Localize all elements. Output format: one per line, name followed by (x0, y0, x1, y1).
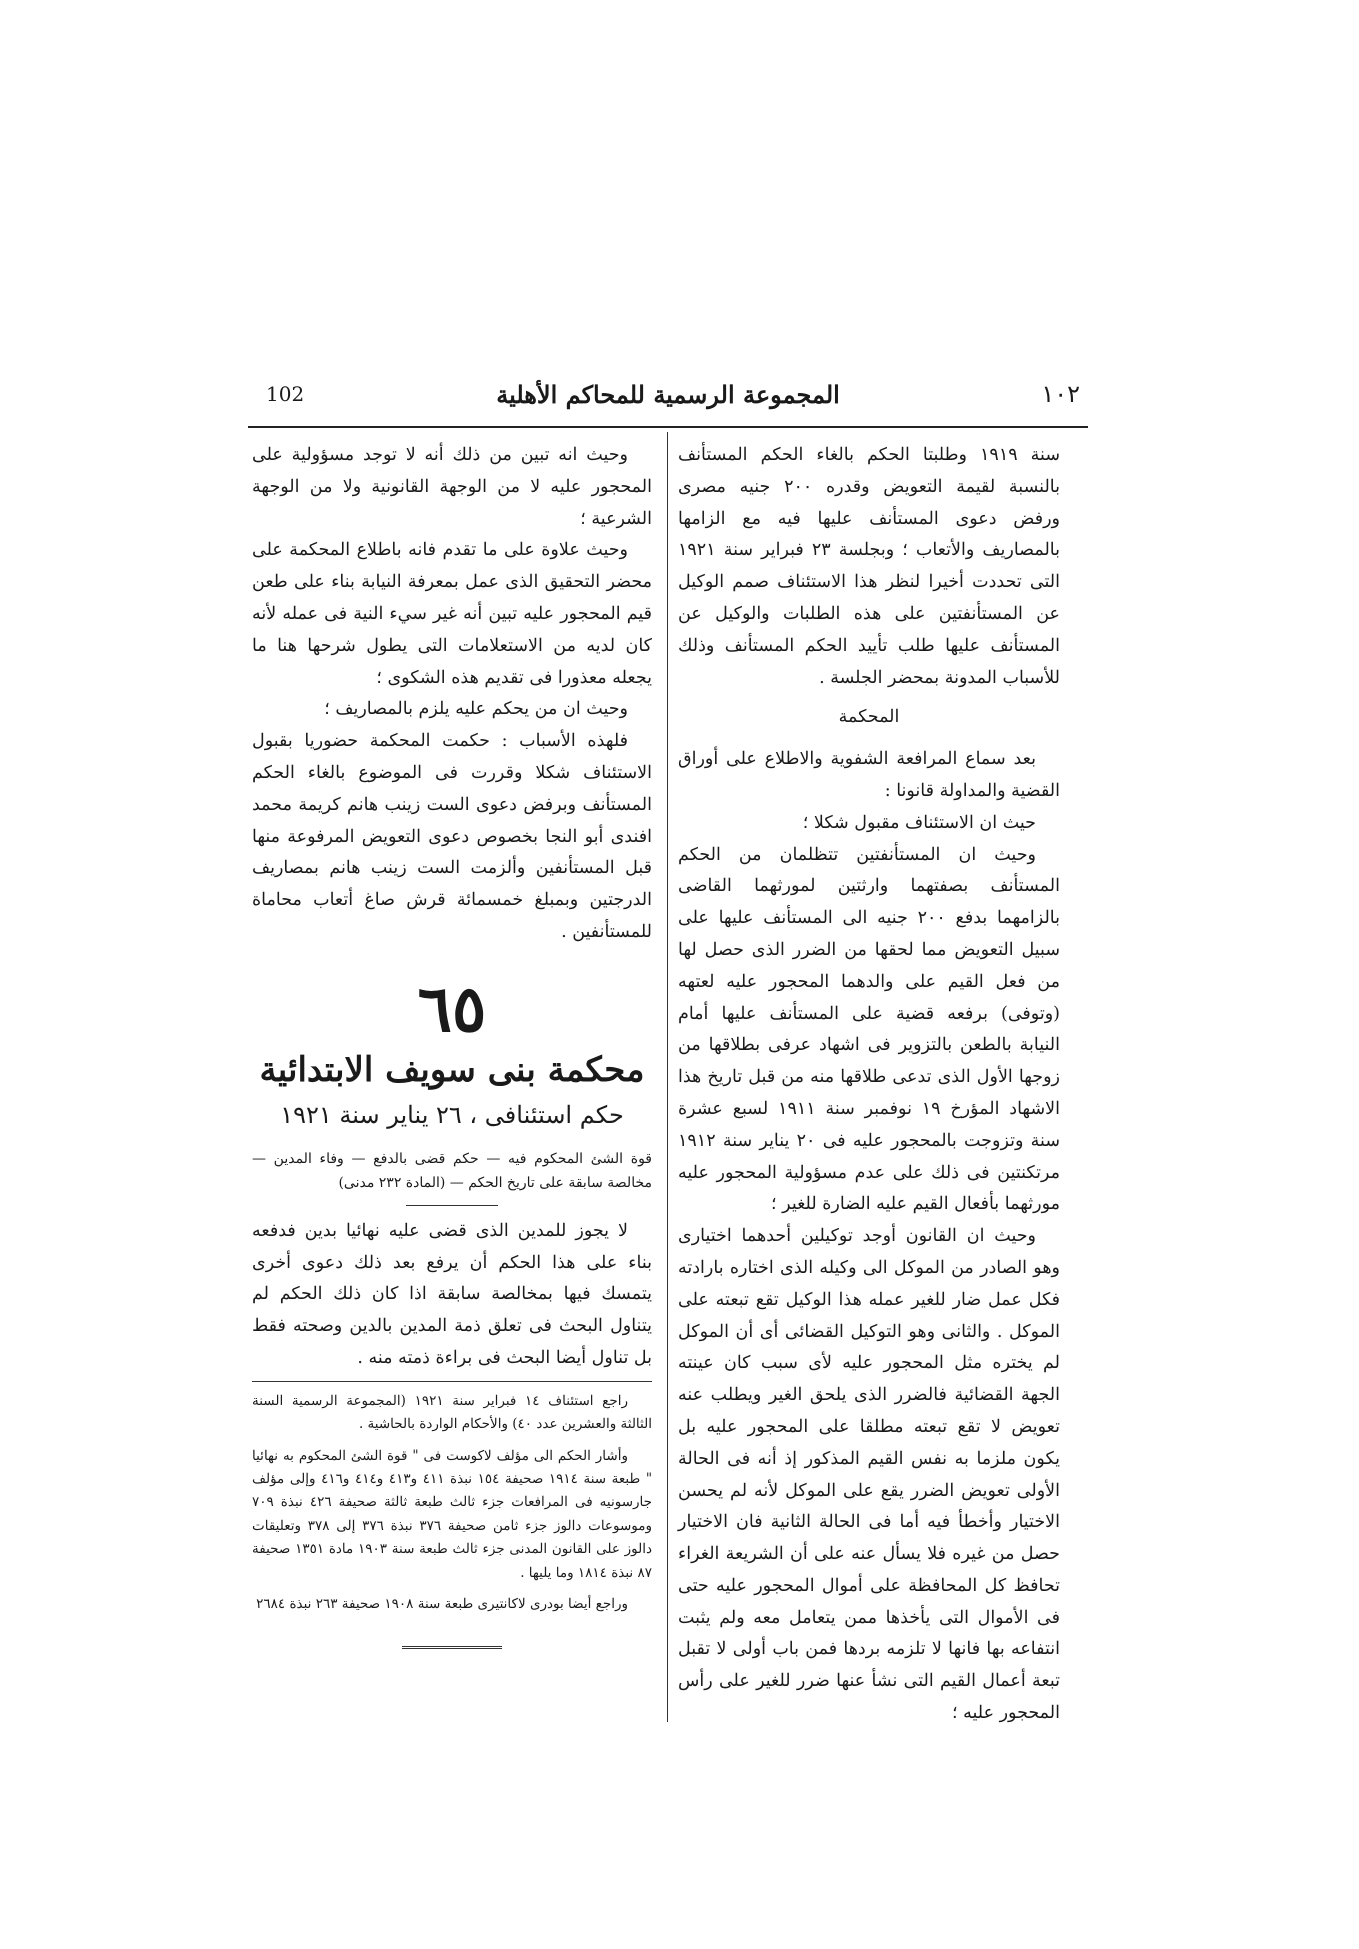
ruling-summary: لا يجوز للمدين الذى قضى عليه نهائيا بدين فدفعه بناء على هذا الحكم أن يرفع بعد ذلك دعوى أخرى يتمسك فيها بمخالصة سابقة اذا كان ذلك الحكم لم يتناول البحث فى تعلق ذمة المدين بالدين وصحته فقط بل تناول أيضا البحث فى براءة ذمته منه . (252, 1220, 652, 1368)
court-name: محكمة بنى سويف الابتدائية (259, 1049, 645, 1090)
column-divider (667, 432, 668, 1722)
end-rule (402, 1646, 502, 1651)
divider (406, 1205, 498, 1206)
divider (252, 1381, 652, 1382)
case-number: ٦٥ (417, 971, 487, 1047)
paragraph: وحيث ان المستأنفتين تتظلمان من الحكم المستأنف بصفتهما وارثتين لمورثهما القاضى بالزامهما بدفع ٢٠٠ جنيه الى المستأنف عليها على سبيل التعويض مما لحقها من الضرر الذى حصل لها من فعل القيم على والدهما المحجور عليه لعتهه (وتوفى) برفعه قضية على المستأنف عليها أمام النيابة بالطعن بالتزوير فى اشهاد عرفى بطلاقها من زوجها الأول الذى تدعى طلاقها منه من قبل تاريخ هذا الاشهاد المؤرخ ١٩ نوفمبر سنة ١٩١١ لسبع عشرة سنة وتزوجت بالمحجور عليه فى ٢٠ يناير سنة ١٩١٢ مرتكنتين فى ذلك على عدم مسؤولية المحجور عليه مورثهما بأفعال القيم عليه الضارة للغير ؛ (678, 844, 1060, 1215)
paragraph: حيث ان الاستئناف مقبول شكلا ؛ (802, 812, 1036, 833)
paragraph: وحيث ان القانون أوجد توكيلين أحدهما اختيارى وهو الصادر من الموكل الى وكيله الذى اختاره بارادته فكل عمل ضار للغير عمله هذا الوكيل تقع تبعته على الموكل . والثانى وهو التوكيل القضائى أى أن الموكل لم يختره مثل المحجور عليه لأى سبب كان عينته الجهة القضائية فالضرر الذى يلحق الغير ويطلب عنه تعويض لا تقع تبعته مطلقا على المحجور عليه بل يكون ملزما به نفس القيم المذكور إذ أنه فى الحالة الأولى تعويض الضرر يقع على الموكل لأنه لم يحسن الاختيار وأخطأ فيه أما فى الحالة الثانية فان الاختيار حصل من غيره فلا يسأل عنه على أن الشريعة الغراء تحافظ كل المحافظة على أموال المحجور عليه حتى فى الأموال التى يأخذها ممن يتعامل معه ولم يثبت انتفاعه بها فانها لا تلزمه بردها فمن باب أولى لا تقبل تبعة أعمال القيم التى نشأ عنها ضرر للغير على رأس المحجور عليه ؛ (678, 1226, 1060, 1724)
page-number-arabic: ١٠٢ (1041, 380, 1080, 408)
paragraph: وحيث ان من يحكم عليه يلزم بالمصاريف ؛ (324, 699, 628, 720)
reference-note: وراجع أيضا بودرى لاكانتيرى طبعة سنة ١٩٠٨ صحيفة ٢٦٣ نبذة ٢٦٨٤ (256, 1595, 628, 1612)
headnote: قوة الشئ المحكوم فيه — حكم قضى بالدفع — وفاء المدين — مخالصة سابقة على تاريخ الحكم — (المادة ٢٣٢ مدنى) (252, 1150, 652, 1191)
reference-note: وأشار الحكم الى مؤلف لاكوست فى " قوة الشئ المحكوم به نهائيا " طبعة سنة ١٩١٤ صحيفة ١٥٤ نبذة ٤١١ و٤١٣ و٤١٤ و٤١٦ وإلى مؤلف جارسونيه فى المرافعات جزء ثالث طبعة ثالثة صحيفة ٤٢٦ نبذة ٧٠٩ وموسوعات دالوز جزء ثامن صحيفة ٣٧٦ نبذة ٣٧٦ إلى ٣٧٨ وتعليقات دالوز على القانون المدنى جزء ثالث طبعة سنة ١٩٠٣ مادة ١٣٥١ صحيفة ٨٧ نبذة ١٨١٤ وما يليها . (252, 1447, 653, 1581)
reference-note: راجع استئناف ١٤ فبراير سنة ١٩٢١ (المجموعة الرسمية السنة الثالثة والعشرين عدد ٤٠) والأحكام الواردة بالحاشية . (252, 1392, 652, 1433)
page-header (248, 378, 1088, 422)
left-column (252, 440, 652, 1651)
paragraph: بعد سماع المرافعة الشفوية والاطلاع على أوراق القضية والمداولة قانونا : (678, 749, 1060, 801)
paragraph: فلهذه الأسباب : حكمت المحكمة حضوريا بقبول الاستئناف شكلا وقررت فى الموضوع بالغاء الحكم المستأنف وبرفض دعوى الست زينب هانم كريمة محمد افندى أبو النجا بخصوص دعوى التعويض المرفوعة منها قبل المستأنفين وألزمت الست زينب هانم بمصاريف الدرجتين وبمبلغ خمسمائة قرش صاغ أتعاب محاماة للمستأنفين . (252, 731, 652, 942)
journal-title: المجموعة الرسمية للمحاكم الأهلية (496, 380, 840, 409)
paragraph: وحيث علاوة على ما تقدم فانه باطلاع المحكمة على محضر التحقيق الذى عمل بمعرفة النيابة بناء على طعن قيم المحجور عليه تبين أنه غير سيء النية فى عمله لأنه كان لديه من الاستعلامات التى يطول شرحها هنا ما يجعله معذورا فى تقديم هذه الشكوى ؛ (252, 540, 652, 688)
page-number-latin: 102 (266, 382, 305, 406)
right-column (678, 440, 1060, 1730)
ruling-date: حكم استئنافى ، ٢٦ يناير سنة ١٩٢١ (280, 1100, 624, 1129)
paragraph: سنة ١٩١٩ وطلبتا الحكم بالغاء الحكم المستأنف بالنسبة لقيمة التعويض وقدره ٢٠٠ جنيه مصرى ورفض دعوى المستأنف عليها فيه مع الزامها بالمصاريف والأتعاب ؛ وبجلسة ٢٣ فبراير سنة ١٩٢١ التى تحددت أخيرا لنظر هذا الاستئناف صمم الوكيل عن المستأنفتين على هذه الطلبات والوكيل عن المستأنف عليها طلب تأييد الحكم المستأنف وذلك للأسباب المدونة بمحضر الجلسة . (678, 445, 1061, 688)
header-rule (248, 426, 1088, 428)
paragraph: وحيث انه تبين من ذلك أنه لا توجد مسؤولية على المحجور عليه لا من الوجهة القانونية ولا من الوجهة الشرعية ؛ (252, 445, 652, 529)
section-heading: المحكمة (838, 707, 900, 728)
